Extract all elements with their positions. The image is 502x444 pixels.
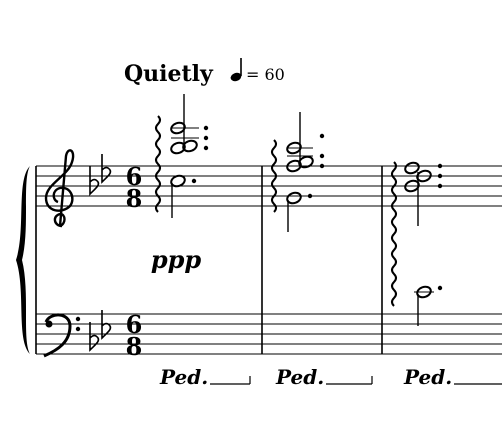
chord-measure2-upper [286,112,324,173]
brace-icon [16,166,30,354]
flat-icon [90,154,110,194]
tempo-text: Quietly [124,61,213,87]
time-sig-top-numerator: 6 [125,162,143,191]
time-sig-bottom-denominator: 8 [125,332,143,361]
chord-measure1-upper [170,94,208,155]
treble-staff [36,166,502,206]
quarter-note-icon [229,58,242,83]
pedal-marking [403,365,502,389]
time-sig-bottom-numerator: 6 [125,310,143,339]
note-measure2-lower [286,191,312,232]
pedal-text: Ped. [404,365,453,389]
pedal-text: Ped. [160,365,209,389]
metronome-value: = 60 [246,65,285,84]
arpeggio-icon [392,162,396,306]
time-sig-top-denominator: 8 [125,184,143,213]
note-measure3-bass [414,285,442,326]
barlines [36,166,382,354]
tempo-marking [124,58,285,87]
chord-measure3-upper [404,161,442,226]
pedal-text: Ped. [276,365,325,389]
dynamic-marking: ppp [150,245,202,274]
pedal-marking [275,365,372,389]
arpeggio-icon [156,116,160,212]
pedal-marking [159,365,250,389]
treble-clef-icon [46,150,73,226]
bass-clef-icon [44,315,80,356]
